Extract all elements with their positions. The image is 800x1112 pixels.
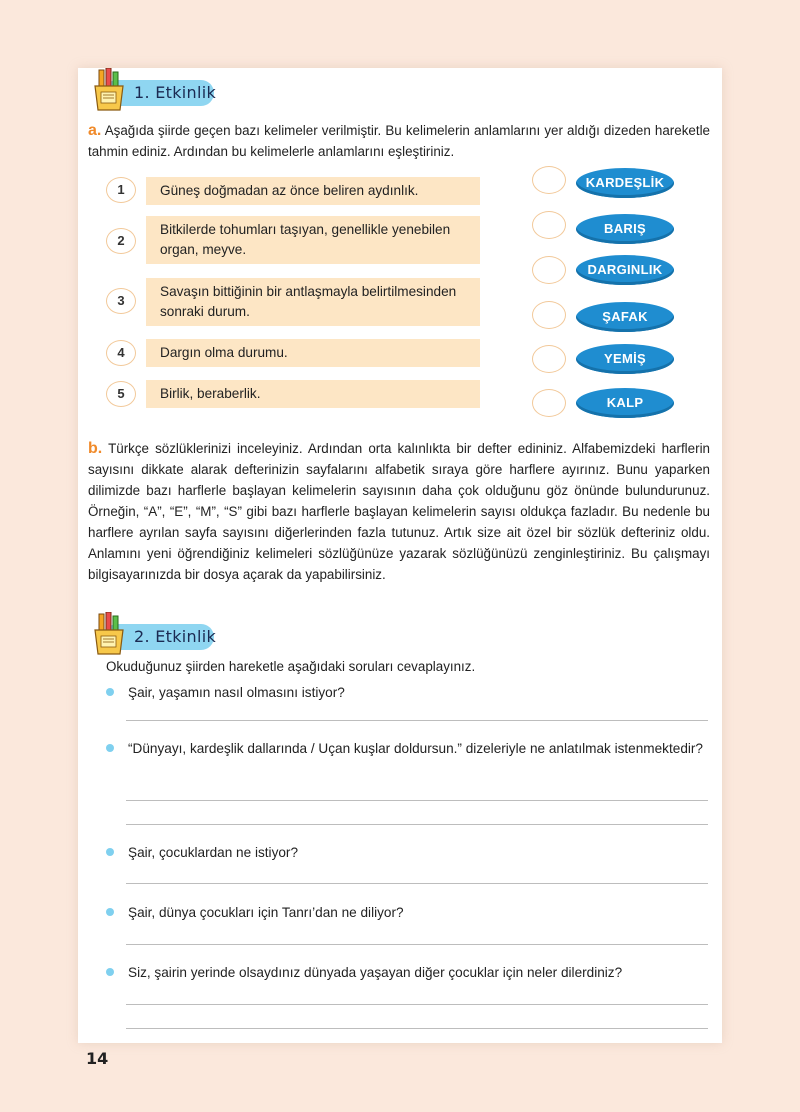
definition-number: 3	[106, 288, 136, 314]
activity-1-header	[90, 74, 230, 110]
definition-number: 1	[106, 177, 136, 203]
question-text: Siz, şairin yerinde olsaydınız dünyada yaşayan diğer çocuklar için neler dilerdiniz?	[128, 965, 623, 980]
answer-line[interactable]	[126, 800, 708, 801]
word-pill: BARIŞ	[576, 214, 674, 244]
definition-text: Savaşın bittiğinin bir antlaşmayla belirtilmesinden sonraki durum.	[160, 284, 457, 319]
word-pill: YEMİŞ	[576, 344, 674, 374]
word-pill: ŞAFAK	[576, 302, 674, 332]
question-text: Şair, dünya çocukları için Tanrı’dan ne diliyor?	[128, 905, 404, 920]
definition-number: 5	[106, 381, 136, 407]
definition-text: Güneş doğmadan az önce beliren aydınlık.	[160, 183, 419, 198]
answer-line[interactable]	[126, 1028, 708, 1029]
bullet-dot-icon	[106, 688, 114, 696]
answer-circle[interactable]	[532, 256, 566, 284]
part-a-instruction	[88, 120, 710, 162]
page-number: 14	[86, 1049, 109, 1068]
workbook-page	[78, 68, 722, 1043]
answer-circle[interactable]	[532, 389, 566, 417]
activity-1-title: 1. Etkinlik	[134, 83, 217, 102]
part-b-instruction	[88, 438, 710, 585]
definition-number: 2	[106, 228, 136, 254]
part-a-text: Aşağıda şiirde geçen bazı kelimeler verilmiştir. Bu kelimelerin anlamlarını yer aldığı dizeden hareketle tahmin ediniz. Ardından bu kelimelerle anlamlarını eşleştiriniz.	[88, 123, 710, 159]
bullet-dot-icon	[106, 744, 114, 752]
activity-2-title: 2. Etkinlik	[134, 627, 217, 646]
word-pill: KALP	[576, 388, 674, 418]
part-b-marker: b.	[88, 440, 103, 457]
answer-circle[interactable]	[532, 345, 566, 373]
answer-circle[interactable]	[532, 301, 566, 329]
definition-box	[146, 380, 480, 408]
definition-text: Birlik, beraberlik.	[160, 386, 261, 401]
answer-circle[interactable]	[532, 166, 566, 194]
answer-line[interactable]	[126, 1004, 708, 1005]
question-text: Şair, çocuklardan ne istiyor?	[128, 845, 299, 860]
pencil-cup-icon	[90, 612, 130, 656]
definition-text: Bitkilerde tohumları taşıyan, genellikle yenebilen organ, meyve.	[160, 222, 451, 257]
definition-number: 4	[106, 340, 136, 366]
bullet-dot-icon	[106, 848, 114, 856]
part-b-text: Türkçe sözlüklerinizi inceleyiniz. Ardından orta kalınlıkta bir defter edininiz. Alfabemizdeki harflerin sayısını dikkate alarak defterinizin sayfalarını alfabetik sıraya göre harflere ayırınız. Bunu yaparken dilimizde bazı harflerle başlayan kelimelerin sayısının daha çok olduğunu göz önünde bulundurunuz. Örneğin, “A”, “E”, “M”, “S” gibi bazı harflerle başlayan kelimelerin sayısı oldukça fazladır. Bu nedenle bu harflere ayrılan sayfa sayısını diğerlerinden fazla tutunuz. Artık size ait özel bir sözlük defteriniz oldu. Anlamını yeni öğrendiğiniz kelimeleri sözlüğünüze yazarak sözlüğünüzü zenginleştiriniz. Bu çalışmayı bilgisayarınızda bir dosya açarak da yapabilirsiniz.	[88, 441, 710, 582]
part-a-marker: a.	[88, 122, 102, 139]
question-text: Şair, yaşamın nasıl olmasını istiyor?	[128, 685, 345, 700]
word-pill: KARDEŞLİK	[576, 168, 674, 198]
definition-text: Dargın olma durumu.	[160, 345, 288, 360]
answer-circle[interactable]	[532, 211, 566, 239]
answer-line[interactable]	[126, 824, 708, 825]
answer-line[interactable]	[126, 944, 708, 945]
question-text: “Dünyayı, kardeşlik dallarında / Uçan kuşlar doldursun.” dizeleriyle ne anlatılmak istenmektedir?	[128, 741, 703, 756]
answer-line[interactable]	[126, 720, 708, 721]
bullet-dot-icon	[106, 968, 114, 976]
word-pill: DARGINLIK	[576, 255, 674, 285]
activity-2-header	[90, 618, 230, 654]
definition-box	[146, 278, 480, 326]
answer-line[interactable]	[126, 883, 708, 884]
definition-box	[146, 177, 480, 205]
bullet-dot-icon	[106, 908, 114, 916]
definition-box	[146, 216, 480, 264]
definition-box	[146, 339, 480, 367]
pencil-cup-icon	[90, 68, 130, 112]
activity-2-intro: Okuduğunuz şiirden hareketle aşağıdaki soruları cevaplayınız.	[106, 659, 476, 674]
